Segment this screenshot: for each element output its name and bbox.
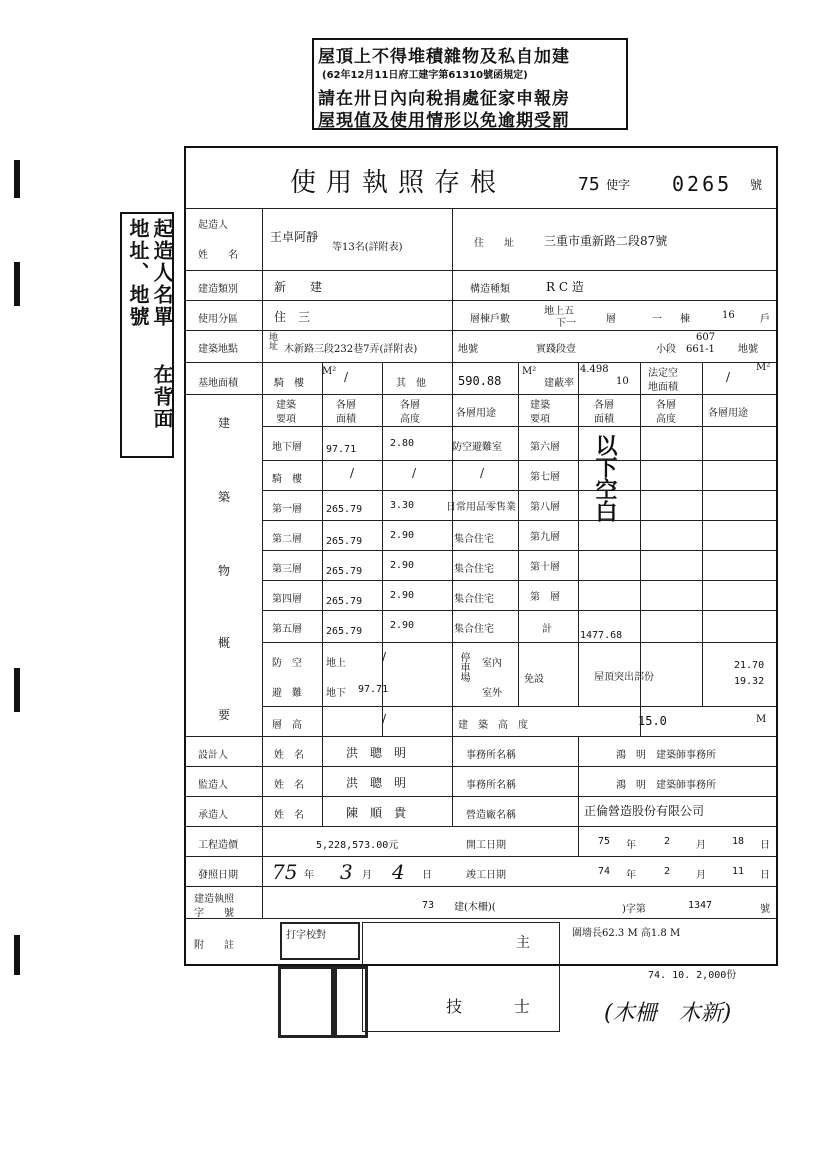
col-area-r2: 面積 [594,414,614,425]
floor-name-right: 第七層 [530,472,560,483]
site-subsection: 小段 [656,344,676,355]
stamp-shi: 士 [514,997,531,1016]
issue-month: 3 [340,860,353,884]
start-day-char: 日 [760,840,770,851]
binding-mark [14,935,20,975]
floor-use: 集合住宅 [454,594,494,605]
binding-mark [14,668,20,712]
building-height-unit: M [756,714,767,725]
floor-name: 騎 樓 [272,474,302,485]
building-height-label: 建 築 高 度 [458,720,528,731]
start-month-char: 月 [696,840,706,851]
contractor-label: 承造人 [198,810,228,821]
floor-name: 地下層 [272,442,302,453]
floor-use: 集合住宅 [454,534,494,545]
supervisor-name: 洪 聰 明 [346,776,407,790]
floor-height: 2.90 [390,590,415,601]
floor-use: 集合住宅 [454,564,494,575]
builder-name: 王卓阿靜 [270,230,319,244]
floor-name-right: 第六層 [530,442,560,453]
permit-label-1: 建造執照 [194,894,234,905]
issue-day: 4 [392,860,405,884]
col-item-2: 要項 [276,414,296,425]
designer-office: 鴻 明 建築師事務所 [616,750,716,761]
legal-space-value: / [726,370,731,384]
supervisor-name-label: 姓 名 [274,780,304,791]
floor-use: / [480,466,485,480]
handwritten-footer: (木柵 木新) [604,1001,732,1026]
company-label: 營造廠名稱 [466,810,516,821]
other-unit: M² [522,366,537,377]
parking-label: 停車場 [458,652,469,682]
floor-area: / [350,466,355,480]
start-year: 75 [598,836,611,847]
type-value: 新 建 [274,280,323,294]
form-year: 75 [578,174,600,195]
parking-outdoor: 室外 [482,688,502,699]
permit-suffix: 號 [760,904,770,915]
other-value: 590.88 [458,374,502,388]
legal-space-label-1: 法定空 [648,368,678,379]
overview-c3: 物 [218,564,231,578]
side-note-col1: 起造人名單 [150,218,174,328]
floor-name: 第五層 [272,624,302,635]
col-height-1: 各層 [400,400,420,411]
floor-area: 265.79 [326,504,363,515]
supervisor-office-label: 事務所名稱 [466,780,516,791]
form-suffix: 號 [750,178,763,192]
start-year-char: 年 [626,840,636,851]
permit-label-2: 字 號 [194,908,234,919]
notice-line-3: 請在卅日內向稅捐處征家申報房 [318,89,570,109]
col-height-2: 高度 [400,414,420,425]
designer-name: 洪 聰 明 [346,746,407,760]
site-address: 木新路三段232巷7弄(詳附表) [284,344,418,355]
floor-height: 2.90 [390,620,415,631]
building-height-value: 15.0 [638,714,667,728]
floors-under: 下一 [556,318,576,329]
floor-area: 265.79 [326,626,363,637]
stamp-ji: 技 [446,997,463,1016]
zone-value: 住 三 [274,310,311,324]
other-label: 其 他 [396,378,426,389]
designer-label: 設計人 [198,750,228,761]
arcade-value: / [344,370,349,384]
notice-line-4: 屋現值及使用情形以免逾期受罰 [318,111,570,131]
floor-height: 2.80 [390,438,415,449]
complete-year: 74 [598,866,611,877]
form-number: 0265 [672,172,733,196]
floor-area: 265.79 [326,566,363,577]
binding-mark [14,160,20,198]
building-unit: 棟 [680,314,690,325]
issue-day-char: 日 [422,870,432,881]
site-lot-1: 607 [696,332,716,343]
col-area-r1: 各層 [594,400,614,411]
address-value: 三重市重新路二段87號 [544,234,668,248]
floor-use: 日常用品零售業 [446,502,516,513]
col-item-1: 建築 [276,400,296,411]
issue-month-char: 月 [362,870,372,881]
complete-day: 11 [732,866,745,877]
floor-height-value: / [382,712,387,726]
roof-label: 屋頂突出部份 [594,672,654,683]
building-count: 一 [652,314,662,325]
shelter-above-value: / [382,650,387,664]
roof-value-2: 19.32 [734,676,765,687]
col-area-1: 各層 [336,400,356,411]
form-prefix: 使字 [606,178,631,192]
col-height-r1: 各層 [656,400,676,411]
start-day: 18 [732,836,745,847]
household-unit: 戶 [760,314,770,325]
shelter-below-value: 97.71 [358,684,389,695]
floor-name-right: 第十層 [530,562,560,573]
complete-month-char: 月 [696,870,706,881]
overview-c4: 概 [218,636,231,650]
complete-year-char: 年 [626,870,636,881]
floor-name: 第三層 [272,564,302,575]
shelter-below: 地下 [326,688,346,699]
floor-name: 第一層 [272,504,302,515]
supervisor-label: 監造人 [198,780,228,791]
coverage-denom: 10 [616,376,629,387]
roof-value-1: 21.70 [734,660,765,671]
col-area-2: 面積 [336,414,356,425]
stamp-main: 主 [516,935,530,951]
structure-value: R C 造 [546,280,584,294]
overview-c2: 築 [218,490,231,504]
shelter-label-2: 避 難 [272,688,302,699]
coverage-label: 建蔽率 [544,378,574,389]
issue-label: 發照日期 [198,870,238,881]
col-item-r1: 建築 [530,400,550,411]
floor-use: 防空避難室 [452,442,502,453]
wall-note: 圍墻長62.3 M 高1.8 M [572,928,681,939]
start-label: 開工日期 [466,840,506,851]
complete-day-char: 日 [760,870,770,881]
site-section: 實踐段壹 [536,344,576,355]
site-land-label: 地號 [458,344,478,355]
permit-mid: 建(木柵)( [454,902,496,913]
shelter-label-1: 防 空 [272,658,302,669]
household-count: 16 [722,310,735,321]
supervisor-office: 鴻 明 建築師事務所 [616,780,716,791]
overview-c5: 要 [218,708,231,722]
floor-area: 97.71 [326,444,357,455]
notice-line-1: 屋頂上不得堆積雜物及私自加建 [318,47,570,67]
floor-height: 2.90 [390,560,415,571]
designer-name-label: 姓 名 [274,750,304,761]
notice-stamp [312,38,628,130]
designer-office-label: 事務所名稱 [466,750,516,761]
col-height-r2: 高度 [656,414,676,425]
side-note-col2: 地址、地號 [126,218,150,328]
below-blank-note: 以下空白 [592,434,618,522]
complete-month: 2 [664,866,671,877]
permit-char: )字第 [622,904,646,915]
floor-height-label: 層 高 [272,720,302,731]
approval-seal-1 [278,966,334,1038]
floor-name-right: 第八層 [530,502,560,513]
arcade-unit: M² [322,366,337,377]
parking-exempt: 免設 [524,674,544,685]
side-note-stamp [120,212,174,458]
address-label: 住 址 [474,238,514,249]
builder-label: 起造人 [198,220,228,231]
total-area: 1477.68 [580,630,623,641]
issue-year-char: 年 [304,870,314,881]
cost-value: 5,228,573.00元 [316,840,399,851]
col-use-r: 各層用途 [708,408,748,419]
legal-space-unit: M² [756,362,771,373]
coverage-value: 4.498 [580,364,609,375]
type-label: 建造類別 [198,284,238,295]
issue-year: 75 [272,860,298,884]
floors-unit: 層 [606,314,616,325]
side-note-col1b: 在背面 [150,364,174,430]
print-note: 74. 10. 2,000份 [648,970,737,981]
contractor-name-label: 姓 名 [274,810,304,821]
remarks-label: 附 註 [194,940,234,951]
floor-area: 265.79 [326,536,363,547]
structure-label: 構造種類 [470,284,510,295]
permit-no: 1347 [688,900,713,911]
floor-height: 2.90 [390,530,415,541]
typing-check: 打字校對 [286,930,326,941]
floor-name: 第四層 [272,594,302,605]
site-addr-label: 地址 [267,332,277,350]
shelter-above: 地上 [326,658,346,669]
builder-label-name: 姓 名 [198,250,238,261]
permit-form [184,146,778,966]
binding-mark [14,262,20,306]
col-item-r2: 要項 [530,414,550,425]
parking-indoor: 室內 [482,658,502,669]
floor-name: 第二層 [272,534,302,545]
notice-line-2: (62年12月11日府工建字第61310號函規定) [322,70,528,81]
permit-year: 73 [422,900,435,911]
floors-ground: 地上五 [544,306,574,317]
floor-name-right: 第九層 [530,532,560,543]
site-lot-unit: 地號 [738,344,758,355]
cost-label: 工程造價 [198,840,238,851]
site-lot-2: 661-1 [686,344,715,355]
floor-height: 3.30 [390,500,415,511]
start-month: 2 [664,836,671,847]
complete-label: 竣工日期 [466,870,506,881]
builder-extra: 等13名(詳附表) [332,242,403,253]
floor-use: 集合住宅 [454,624,494,635]
legal-space-label-2: 地面積 [648,382,678,393]
floor-name-right: 計 [542,624,552,635]
zone-label: 使用分區 [198,314,238,325]
contractor-name: 陳 順 貴 [346,806,407,820]
floors-label: 層棟戶數 [470,314,510,325]
floor-area: 265.79 [326,596,363,607]
arcade-label: 騎 樓 [274,378,304,389]
floor-height: / [412,466,417,480]
area-label: 基地面積 [198,378,238,389]
company-name: 正倫營造股份有限公司 [584,804,705,818]
col-use: 各層用途 [456,408,496,419]
form-title: 使用執照存根 [290,168,507,198]
floor-name-right: 第 層 [530,592,560,603]
site-label: 建築地點 [198,344,238,355]
overview-c1: 建 [218,416,231,430]
